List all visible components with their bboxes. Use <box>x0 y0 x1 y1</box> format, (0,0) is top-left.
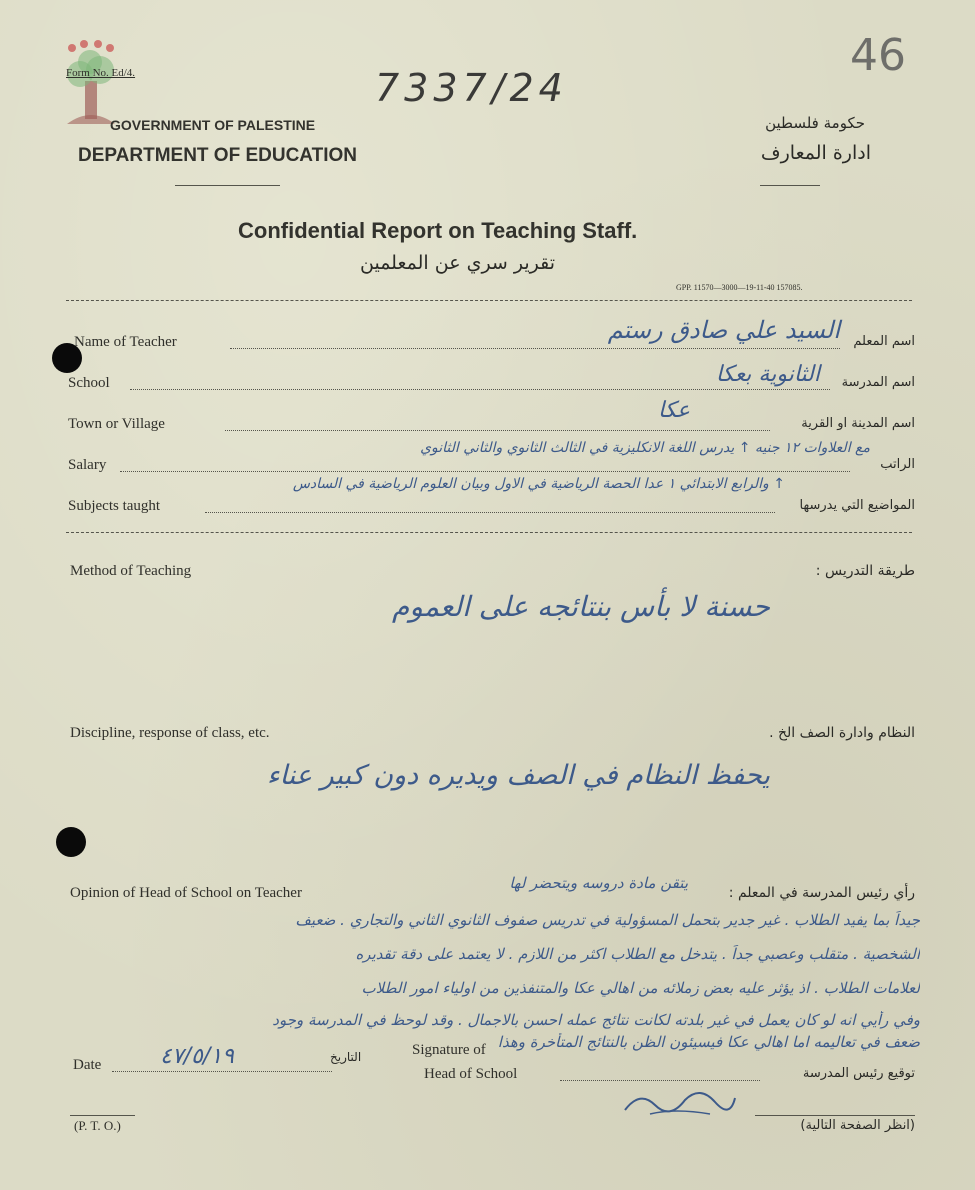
opinion-line: جيداً بما يفيد الطلاب . غير جدير بتحمل المسؤولية في تدريس صفوف الثانوي الثاني والتجاري . ضعيف <box>295 911 920 929</box>
label-discipline: Discipline, response of class, etc. <box>70 725 270 741</box>
dotted-line-salary <box>120 471 850 472</box>
dotted-line-school <box>130 389 830 390</box>
label-signature-ar: توقيع رئيس المدرسة <box>802 1066 915 1081</box>
please-turn-over-ar: (انظر الصفحة التالية) <box>800 1118 915 1133</box>
report-title: Confidential Report on Teaching Staff. <box>238 218 638 243</box>
label-date-ar: التاريخ <box>330 1050 362 1064</box>
department-title: DEPARTMENT OF EDUCATION <box>78 145 358 166</box>
value-date: ٤٧/٥/١٩ <box>160 1044 234 1069</box>
label-school: School <box>68 375 110 391</box>
dotted-line-date <box>112 1071 332 1072</box>
government-title: GOVERNMENT OF PALESTINE <box>110 117 316 133</box>
header-rule-left <box>175 185 280 186</box>
label-town-or-village-ar: اسم المدينة او القرية <box>801 416 915 431</box>
value-subjects-taught: ↑ والرابع الابتدائي ١ عدا الحصة الرياضية في الاول وبيان العلوم الرياضية في السادس <box>292 476 785 492</box>
label-opinion-of-head-ar: رأي رئيس المدرسة في المعلم : <box>728 885 915 901</box>
value-method-of-teaching: حسنة لا بأس بنتائجه على العموم <box>392 590 770 623</box>
opinion-line: لعلامات الطلاب . اذ يؤثر عليه بعض زملائه من اهالي عكا والمتنفذين من اولياء امور الطلاب <box>361 979 920 997</box>
label-head-of-school: Head of School <box>424 1066 518 1082</box>
value-discipline: يحفظ النظام في الصف ويديره دون كبير عناء <box>266 760 770 791</box>
government-title-ar: حكومة فلسطين <box>765 114 865 132</box>
dotted-line-town <box>225 430 770 431</box>
print-code: GPP. 11570—3000—19-11-40 157085. <box>676 283 803 292</box>
opinion-line: الشخصية . متقلب وعصبي جداً . يتدخل مع الطلاب اكثر من اللازم . لا يعتمد على دقة تقديره <box>355 945 920 963</box>
pto-rule <box>70 1115 135 1116</box>
value-salary: مع العلاوات ١٢ جنيه ↑ يدرس اللغة الانكليزية في الثالث الثانوي والثاني الثانوي <box>420 440 870 456</box>
page-number: 46 <box>850 30 906 81</box>
label-name-of-teacher: Name of Teacher <box>74 334 177 350</box>
pto-rule-ar <box>755 1115 915 1116</box>
head-signature <box>620 1080 740 1120</box>
label-name-of-teacher-ar: اسم المعلم <box>853 334 915 349</box>
punch-hole-bottom <box>56 827 86 857</box>
label-school-ar: اسم المدرسة <box>841 375 915 390</box>
please-turn-over: (P. T. O.) <box>74 1118 121 1133</box>
header-rule-right <box>760 185 820 186</box>
value-name-of-teacher: السيد علي صادق رستم <box>607 316 840 344</box>
label-town-or-village: Town or Village <box>68 416 165 432</box>
label-subjects-taught: Subjects taught <box>68 498 161 514</box>
dotted-line-name <box>230 348 840 349</box>
department-title-ar: ادارة المعارف <box>760 142 871 164</box>
value-school: الثانوية بعكا <box>715 362 820 387</box>
label-signature-of: Signature of <box>412 1042 486 1058</box>
opinion-line: وفي رأيي انه لو كان يعمل في غير بلدته لكانت نتائج عمله احسن بالاجمال . وقد لوحظ في المدرسة وجود <box>272 1011 920 1029</box>
label-subjects-taught-ar: المواضيع التي يدرسها <box>799 498 915 513</box>
title-divider <box>66 300 912 301</box>
value-opinion-first-line: يتقن مادة دروسه ويتحضر لها <box>509 874 688 892</box>
label-discipline-ar: النظام وادارة الصف الخ . <box>769 725 915 741</box>
label-date: Date <box>73 1057 102 1073</box>
opinion-line: ضعف في تعاليمه اما اهالي عكا فيسيئون الظن بالنتائج المتأخرة وهذا <box>497 1033 920 1051</box>
label-method-of-teaching-ar: طريقة التدريس : <box>815 563 915 579</box>
form-number: Form No. Ed/4. <box>66 67 136 79</box>
dotted-line-subjects <box>205 512 775 513</box>
value-town-or-village: عكا <box>658 398 690 423</box>
label-salary-ar: الراتب <box>880 457 915 472</box>
archive-tree-logo <box>52 36 132 126</box>
file-number: 7337/24 <box>375 66 568 110</box>
report-title-ar: تقرير سري عن المعلمين <box>360 252 556 274</box>
label-opinion-of-head: Opinion of Head of School on Teacher <box>70 885 302 901</box>
label-salary: Salary <box>68 457 107 473</box>
label-method-of-teaching: Method of Teaching <box>70 563 192 579</box>
fields-divider <box>66 532 912 533</box>
